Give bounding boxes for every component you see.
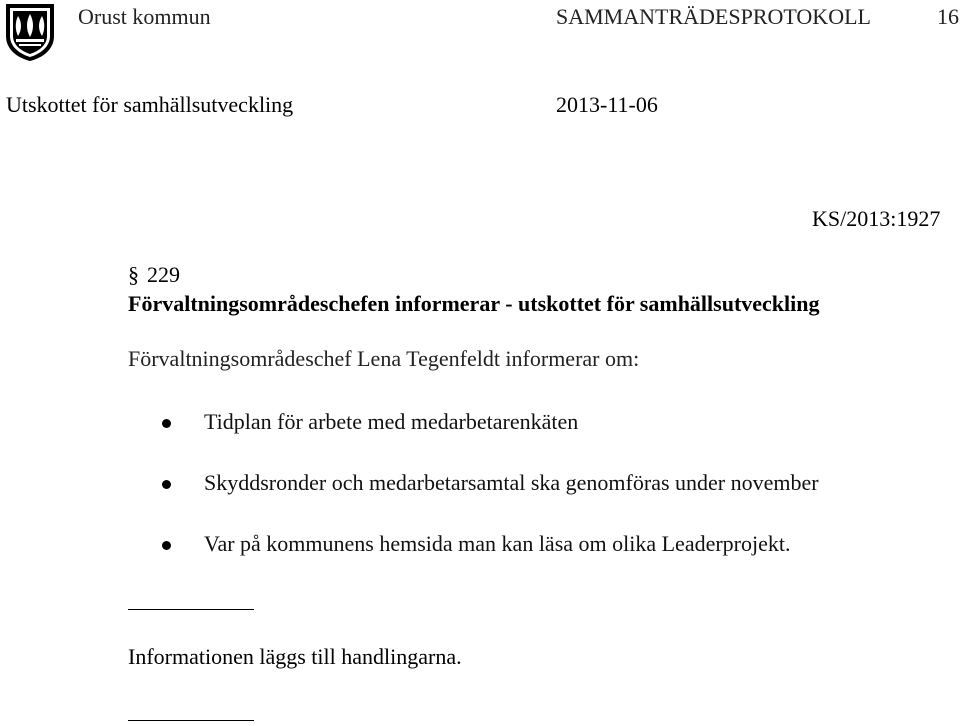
intro-text: Förvaltningsområdeschef Lena Tegenfeldt informerar om: [128,346,640,371]
closing-statement: Informationen läggs till handlingarna. [128,644,462,669]
meeting-date: 2013-11-06 [556,92,658,117]
coat-of-arms-icon [4,2,56,62]
separator-line [128,720,254,721]
page-number: 16 [937,4,959,29]
municipality-name: Orust kommun [78,4,211,29]
case-number: KS/2013:1927 [812,206,941,231]
separator-line [128,609,254,610]
section-number: 229 [147,262,180,287]
list-item-text: Tidplan för arbete med medarbetarenkäten [204,409,579,434]
list-item-text: Skyddsronder och medarbetarsamtal ska genomföras under november [204,470,819,495]
bullet-icon [162,541,171,550]
municipality-coat-of-arms [4,2,56,62]
document-type: SAMMANTRÄDESPROTOKOLL [556,4,871,29]
committee-name: Utskottet för samhällsutveckling [6,92,294,117]
bullet-icon [162,480,171,489]
section-sign: § [128,262,139,287]
bullet-icon [162,419,171,428]
section-title: Förvaltningsområdeschefen informerar - utskottet för samhällsutveckling [128,291,820,316]
list-item-text: Var på kommunens hemsida man kan läsa om olika Leaderprojekt. [204,531,791,556]
section-heading [128,262,180,288]
